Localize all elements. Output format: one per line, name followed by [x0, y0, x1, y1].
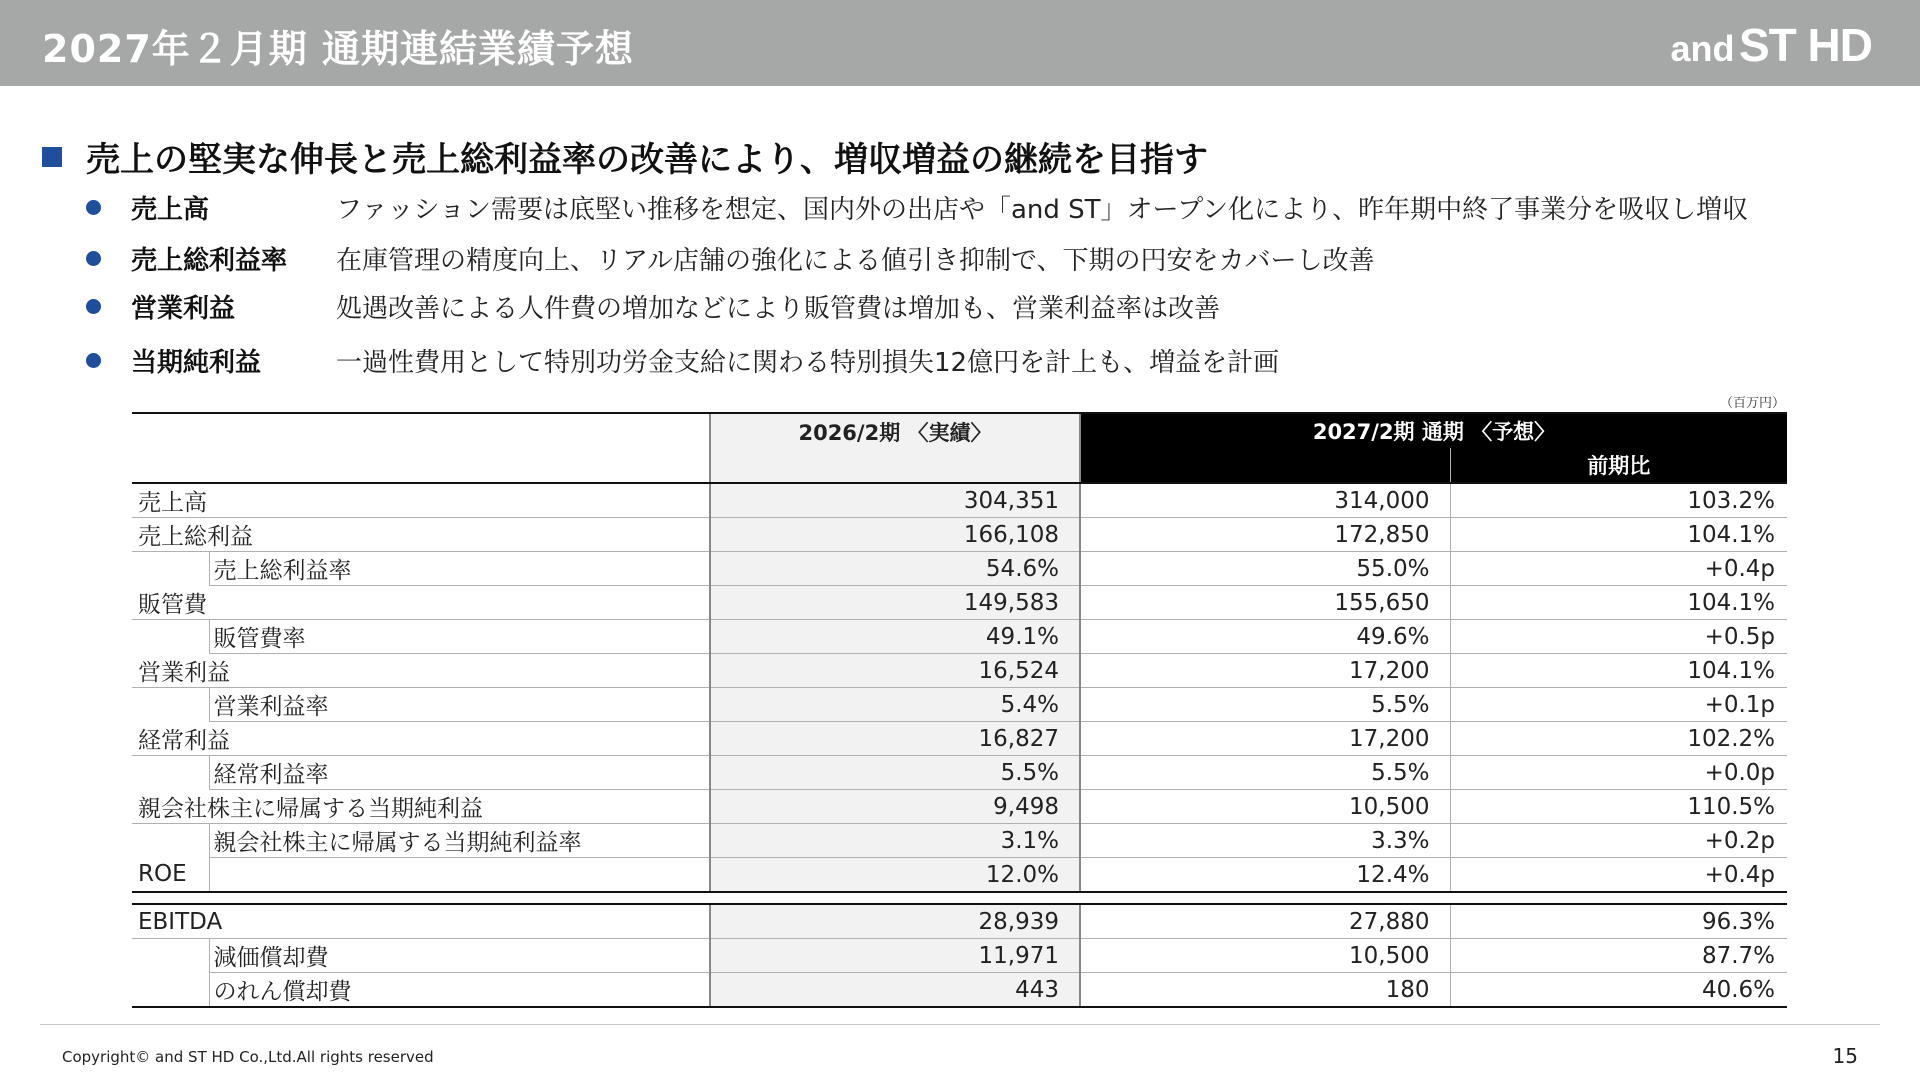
table-row	[132, 586, 1787, 620]
actual-value: 12.0%	[710, 858, 1080, 893]
yoy-value: +0.5p	[1450, 620, 1787, 654]
actual-value: 16,524	[710, 654, 1080, 688]
yoy-value: 103.2%	[1450, 483, 1787, 518]
yoy-value: +0.1p	[1450, 688, 1787, 722]
bullet-item	[86, 238, 1374, 278]
header-actual: 2026/2期 〈実績〉	[710, 413, 1080, 483]
forecast-value: 27,880	[1080, 904, 1450, 939]
bullet-description: ファッション需要は底堅い推移を想定、国内外の出店や「and ST」オープン化により、昨年期中終了事業分を吸収し増収	[336, 194, 1749, 225]
bullet-dot-icon	[86, 353, 101, 368]
headline-text: 売上の堅実な伸長と売上総利益率の改善により、増収増益の継続を目指す	[86, 140, 1208, 180]
table-row	[132, 483, 1787, 518]
table-row	[132, 973, 1787, 1008]
logo-and: and	[1670, 28, 1735, 69]
bullet-item	[86, 340, 1279, 380]
actual-value: 54.6%	[710, 552, 1080, 586]
forecast-value: 17,200	[1080, 722, 1450, 756]
yoy-value: 96.3%	[1450, 904, 1787, 939]
yoy-value: 87.7%	[1450, 939, 1787, 973]
bullet-item	[86, 187, 1748, 227]
blank-cell	[209, 858, 710, 893]
yoy-value: 104.1%	[1450, 586, 1787, 620]
indent-cell	[132, 939, 209, 973]
row-label: 売上高	[132, 483, 710, 518]
indent-cell	[132, 620, 209, 654]
table-row	[132, 790, 1787, 824]
row-label: 減価償却費	[209, 939, 710, 973]
table-row	[132, 620, 1787, 654]
bullet-label: 売上高	[131, 194, 210, 225]
row-label: のれん償却費	[209, 973, 710, 1008]
bullet-dot-icon	[86, 299, 101, 314]
row-label: 経常利益	[132, 722, 710, 756]
copyright: Copyright© and ST HD Co.,Ltd.All rights reserved	[62, 1048, 434, 1066]
forecast-value: 5.5%	[1080, 688, 1450, 722]
header-blank-cell	[132, 413, 710, 483]
bullet-description: 在庫管理の精度向上、リアル店舗の強化による値引き抑制で、下期の円安をカバーし改善	[336, 245, 1375, 276]
header-yoy: 前期比	[1450, 448, 1787, 483]
forecast-value: 10,500	[1080, 939, 1450, 973]
square-bullet-icon	[42, 147, 62, 167]
actual-value: 9,498	[710, 790, 1080, 824]
row-label: 売上総利益	[132, 518, 710, 552]
actual-value: 166,108	[710, 518, 1080, 552]
row-label: 販管費	[132, 586, 710, 620]
actual-value: 5.4%	[710, 688, 1080, 722]
actual-value: 5.5%	[710, 756, 1080, 790]
actual-value: 443	[710, 973, 1080, 1008]
row-label: 営業利益率	[209, 688, 710, 722]
forecast-value: 314,000	[1080, 483, 1450, 518]
indent-cell	[132, 552, 209, 586]
forecast-value: 17,200	[1080, 654, 1450, 688]
indent-cell	[132, 824, 209, 858]
row-label: 販管費率	[209, 620, 710, 654]
yoy-value: 104.1%	[1450, 654, 1787, 688]
table-row	[132, 939, 1787, 973]
header-forecast-blank	[1080, 448, 1450, 483]
actual-value: 49.1%	[710, 620, 1080, 654]
row-label: 経常利益率	[209, 756, 710, 790]
table-row	[132, 904, 1787, 939]
headline	[42, 132, 1208, 181]
indent-cell	[132, 688, 209, 722]
yoy-value: +0.2p	[1450, 824, 1787, 858]
actual-value: 11,971	[710, 939, 1080, 973]
table-row	[132, 688, 1787, 722]
forecast-value: 49.6%	[1080, 620, 1450, 654]
table-gap	[132, 892, 1787, 904]
page-number: 15	[1832, 1044, 1858, 1068]
bullet-label: 当期純利益	[131, 347, 262, 378]
yoy-value: 102.2%	[1450, 722, 1787, 756]
footer-divider	[40, 1024, 1880, 1025]
table-header-row	[132, 413, 1787, 448]
forecast-value: 10,500	[1080, 790, 1450, 824]
unit-label: （百万円）	[1720, 396, 1786, 411]
actual-value: 28,939	[710, 904, 1080, 939]
bullet-label: 売上総利益率	[131, 245, 288, 276]
yoy-value: 40.6%	[1450, 973, 1787, 1008]
row-label: ROE	[132, 858, 209, 893]
table-row	[132, 858, 1787, 893]
table-row	[132, 654, 1787, 688]
table-row	[132, 824, 1787, 858]
forecast-value: 55.0%	[1080, 552, 1450, 586]
row-label: 売上総利益率	[209, 552, 710, 586]
table-row	[132, 722, 1787, 756]
indent-cell	[132, 756, 209, 790]
row-label: EBITDA	[132, 904, 710, 939]
actual-value: 304,351	[710, 483, 1080, 518]
bullet-description: 処遇改善による人件費の増加などにより販管費は増加も、営業利益率は改善	[336, 293, 1221, 324]
yoy-value: 110.5%	[1450, 790, 1787, 824]
forecast-value: 172,850	[1080, 518, 1450, 552]
forecast-value: 3.3%	[1080, 824, 1450, 858]
yoy-value: +0.4p	[1450, 552, 1787, 586]
forecast-value: 180	[1080, 973, 1450, 1008]
forecast-value: 155,650	[1080, 586, 1450, 620]
yoy-value: +0.0p	[1450, 756, 1787, 790]
row-label: 親会社株主に帰属する当期純利益	[132, 790, 710, 824]
forecast-value: 5.5%	[1080, 756, 1450, 790]
yoy-value: +0.4p	[1450, 858, 1787, 893]
table-row	[132, 552, 1787, 586]
header-forecast: 2027/2期 通期 〈予想〉	[1080, 413, 1787, 448]
slide-header	[0, 0, 1920, 86]
yoy-value: 104.1%	[1450, 518, 1787, 552]
bullet-dot-icon	[86, 251, 101, 266]
bullet-description: 一過性費用として特別功労金支給に関わる特別損失12億円を計上も、増益を計画	[336, 347, 1280, 378]
actual-value: 149,583	[710, 586, 1080, 620]
row-label: 営業利益	[132, 654, 710, 688]
slide-title: 2027年２月期 通期連結業績予想	[42, 27, 634, 71]
bullet-dot-icon	[86, 200, 101, 215]
indent-cell	[132, 973, 209, 1008]
actual-value: 16,827	[710, 722, 1080, 756]
bullet-label: 営業利益	[131, 293, 236, 324]
row-label: 親会社株主に帰属する当期純利益率	[209, 824, 710, 858]
table-row	[132, 518, 1787, 552]
forecast-table	[132, 412, 1787, 1008]
bullet-item	[86, 286, 1220, 326]
actual-value: 3.1%	[710, 824, 1080, 858]
forecast-value: 12.4%	[1080, 858, 1450, 893]
logo-st-hd: ST HD	[1739, 19, 1872, 71]
company-logo	[1671, 18, 1872, 72]
table-row	[132, 756, 1787, 790]
